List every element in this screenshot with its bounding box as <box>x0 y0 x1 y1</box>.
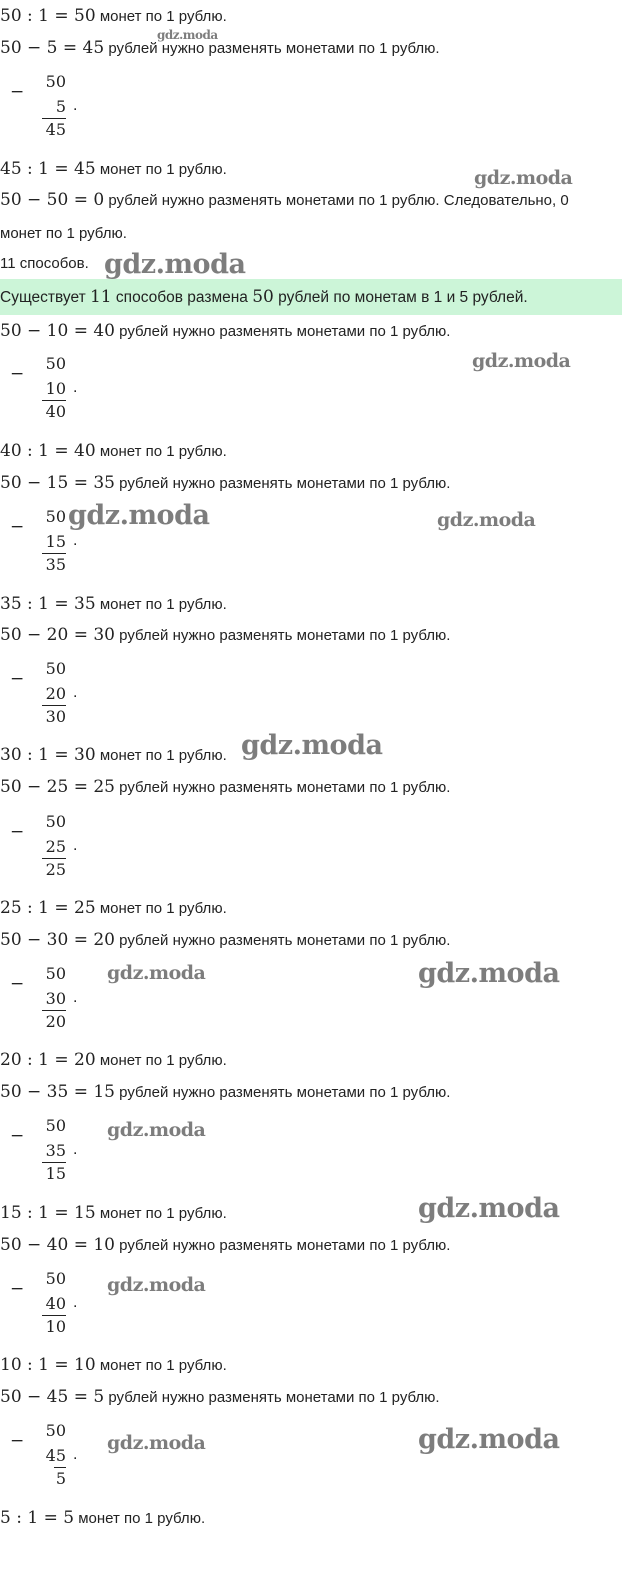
line-text: монет по 1 рублю. <box>95 747 227 764</box>
line-text: рублей нужно разменять монетами по 1 рублю. <box>115 323 451 340</box>
difference: 45 <box>45 120 66 139</box>
difference: 5 <box>55 1469 66 1488</box>
math-expression: 40 : 1 = 40 <box>0 441 96 461</box>
math-expression: 50 − 5 = 45 <box>0 38 105 58</box>
minus-sign: − <box>10 669 25 689</box>
text-line <box>0 1049 227 1071</box>
period: . <box>73 1294 78 1311</box>
line-text: рублей нужно разменять монетами по 1 рублю. <box>115 1237 451 1254</box>
line-text: рублей нужно разменять монетами по 1 рублю. Следовательно, 0 <box>104 192 569 209</box>
difference: 30 <box>45 707 66 726</box>
text-line <box>0 624 450 646</box>
minuend: 50 <box>45 72 66 91</box>
difference: 35 <box>45 555 66 574</box>
minus-sign: − <box>10 364 25 384</box>
text-line <box>0 37 440 59</box>
text-line <box>0 1386 440 1408</box>
line-text: рублей нужно разменять монетами по 1 рублю. <box>115 475 451 492</box>
line-text: монет по 1 рублю. <box>0 225 127 242</box>
period: . <box>73 837 78 854</box>
text-line <box>0 320 450 342</box>
subtraction-bar <box>42 400 66 401</box>
subtrahend: 15 <box>45 532 66 551</box>
subtrahend: 25 <box>45 837 66 856</box>
minus-sign: − <box>10 82 25 102</box>
text-line <box>0 1354 227 1376</box>
subtraction-bar <box>54 1467 66 1468</box>
math-expression: 50 − 10 = 40 <box>0 321 115 341</box>
math-expression: 50 − 40 = 10 <box>0 1235 115 1255</box>
watermark-logo: gdz.moda <box>474 167 573 189</box>
subtraction-bar <box>42 705 66 706</box>
text-line <box>0 593 227 615</box>
text-line <box>0 472 450 494</box>
math-expression: 15 : 1 = 15 <box>0 1203 96 1223</box>
line-text: монет по 1 рублю. <box>74 1510 206 1527</box>
subtraction-bar <box>42 858 66 859</box>
minus-sign: − <box>10 1431 25 1451</box>
watermark-logo: gdz.moda <box>418 1193 560 1224</box>
period: . <box>73 379 78 396</box>
text-line <box>0 776 450 798</box>
watermark-logo: gdz.moda <box>107 1274 206 1296</box>
period: . <box>73 1141 78 1158</box>
math-expression: 50 : 1 = 50 <box>0 6 96 26</box>
subtrahend: 40 <box>45 1294 66 1313</box>
text-line <box>0 1234 450 1256</box>
math-expression: 50 − 50 = 0 <box>0 190 105 210</box>
math-expression: 10 : 1 = 10 <box>0 1355 96 1375</box>
minuend: 50 <box>45 507 66 526</box>
answer-text: способов размена <box>111 289 253 306</box>
period: . <box>73 97 78 114</box>
line-text: монет по 1 рублю. <box>95 1052 227 1069</box>
text-line <box>0 1081 450 1103</box>
math-expression: 30 : 1 = 30 <box>0 745 96 765</box>
answer-text: Существует <box>0 289 90 306</box>
line-text: монет по 1 рублю. <box>95 1205 227 1222</box>
watermark-logo: gdz.moda <box>157 28 218 42</box>
subtraction-bar <box>42 553 66 554</box>
answer-number: 11 <box>89 287 112 307</box>
minus-sign: − <box>10 974 25 994</box>
math-expression: 50 − 35 = 15 <box>0 1082 115 1102</box>
math-expression: 45 : 1 = 45 <box>0 159 96 179</box>
text-line <box>0 189 569 211</box>
minus-sign: − <box>10 1126 25 1146</box>
subtrahend: 45 <box>45 1446 66 1465</box>
text-line <box>0 929 450 951</box>
minuend: 50 <box>45 964 66 983</box>
minuend: 50 <box>45 354 66 373</box>
watermark-logo: gdz.moda <box>107 962 206 984</box>
text-line <box>0 158 227 180</box>
difference: 40 <box>45 402 66 421</box>
subtraction-bar <box>42 1315 66 1316</box>
math-expression: 20 : 1 = 20 <box>0 1050 96 1070</box>
answer-line <box>0 286 528 308</box>
line-text: монет по 1 рублю. <box>95 1357 227 1374</box>
watermark-logo: gdz.moda <box>107 1432 206 1454</box>
line-text: рублей нужно разменять монетами по 1 рублю. <box>104 40 440 57</box>
subtrahend: 35 <box>45 1141 66 1160</box>
subtrahend: 10 <box>45 379 66 398</box>
text-line <box>0 744 227 766</box>
watermark-logo: gdz.moda <box>472 350 571 372</box>
subtrahend: 5 <box>55 97 66 116</box>
minuend: 50 <box>45 1421 66 1440</box>
answer-number: 50 <box>252 287 274 307</box>
line-text: монет по 1 рублю. <box>95 8 227 25</box>
period: . <box>73 684 78 701</box>
line-text: рублей нужно разменять монетами по 1 рублю. <box>115 1084 451 1101</box>
math-expression: 50 − 25 = 25 <box>0 777 115 797</box>
line-text: рублей нужно разменять монетами по 1 рублю. <box>104 1389 440 1406</box>
subtraction-bar <box>42 1162 66 1163</box>
math-expression: 50 − 30 = 20 <box>0 930 115 950</box>
watermark-logo: gdz.moda <box>107 1119 206 1141</box>
watermark-logo: gdz.moda <box>437 509 536 531</box>
text-line <box>0 5 227 27</box>
minus-sign: − <box>10 1279 25 1299</box>
math-expression: 25 : 1 = 25 <box>0 898 96 918</box>
line-text: рублей нужно разменять монетами по 1 рублю. <box>115 779 451 796</box>
watermark-logo: gdz.moda <box>104 249 246 280</box>
math-expression: 5 : 1 = 5 <box>0 1508 75 1528</box>
period: . <box>73 1446 78 1463</box>
math-expression: 50 − 15 = 35 <box>0 473 115 493</box>
subtrahend: 30 <box>45 989 66 1008</box>
line-text: монет по 1 рублю. <box>95 596 227 613</box>
text-line <box>0 897 227 919</box>
text-line <box>0 253 89 275</box>
math-expression: 50 − 45 = 5 <box>0 1387 105 1407</box>
minus-sign: − <box>10 517 25 537</box>
line-text: 11 способов. <box>0 255 89 272</box>
line-text: монет по 1 рублю. <box>95 161 227 178</box>
difference: 10 <box>45 1317 66 1336</box>
math-expression: 35 : 1 = 35 <box>0 594 96 614</box>
minuend: 50 <box>45 659 66 678</box>
line-text: рублей нужно разменять монетами по 1 рублю. <box>115 932 451 949</box>
period: . <box>73 989 78 1006</box>
difference: 20 <box>45 1012 66 1031</box>
line-text: монет по 1 рублю. <box>95 900 227 917</box>
line-text: рублей нужно разменять монетами по 1 рублю. <box>115 627 451 644</box>
period: . <box>73 532 78 549</box>
watermark-logo: gdz.moda <box>241 730 383 761</box>
math-expression: 50 − 20 = 30 <box>0 625 115 645</box>
subtrahend: 20 <box>45 684 66 703</box>
minus-sign: − <box>10 822 25 842</box>
text-line <box>0 1507 205 1529</box>
text-line <box>0 440 227 462</box>
difference: 25 <box>45 860 66 879</box>
text-line <box>0 1202 227 1224</box>
subtraction-bar <box>42 1010 66 1011</box>
answer-text: рублей по монетам в 1 и 5 рублей. <box>273 289 528 306</box>
minuend: 50 <box>45 812 66 831</box>
watermark-logo: gdz.moda <box>418 958 560 989</box>
text-line <box>0 223 127 245</box>
line-text: монет по 1 рублю. <box>95 443 227 460</box>
watermark-logo: gdz.moda <box>418 1424 560 1455</box>
watermark-logo: gdz.moda <box>68 500 210 531</box>
minuend: 50 <box>45 1269 66 1288</box>
difference: 15 <box>45 1164 66 1183</box>
subtraction-bar <box>42 118 66 119</box>
minuend: 50 <box>45 1116 66 1135</box>
